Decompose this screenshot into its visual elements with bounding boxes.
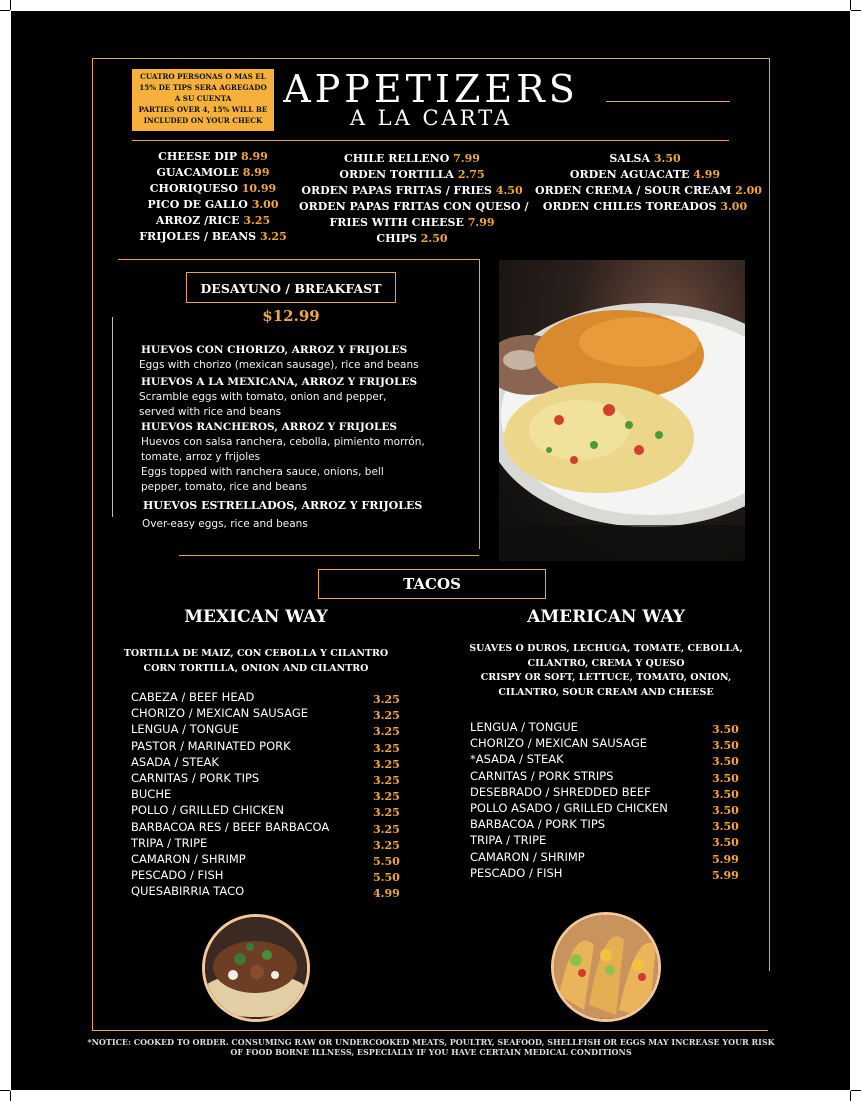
- subtitle-line: SUAVES O DUROS, LECHUGA, TOMATE, CEBOLLA,: [469, 643, 743, 654]
- breakfast-item-name: HUEVOS CON CHORIZO, ARROZ Y FRIJOLES: [141, 344, 408, 356]
- street-taco-illustration: [205, 917, 307, 1019]
- breakfast-item-desc: Eggs with chorizo (mexican sausage), rice and beans: [139, 359, 419, 371]
- breakfast-photo: [499, 260, 745, 561]
- appetizer-item: GUACAMOLE 8.99: [156, 166, 270, 179]
- price: 5.50: [373, 854, 400, 868]
- crop-mark: [851, 1090, 861, 1091]
- tip-line: 15% DE TIPS SERA AGREGADO: [139, 83, 267, 92]
- appetizer-item: SALSA 3.50: [609, 152, 681, 165]
- appetizer-item: ORDEN CREMA / SOUR CREAM 2.00: [535, 184, 762, 197]
- list-item: PASTOR / MARINATED PORK: [131, 738, 291, 753]
- breakfast-right-rule: [479, 259, 480, 549]
- breakfast-bottom-rule: [179, 555, 479, 556]
- list-item: PESCADO / FISH: [131, 868, 224, 883]
- list-item: CARNITAS / PORK STRIPS: [470, 768, 614, 783]
- appetizer-item: ORDEN PAPAS FRITAS / FRIES 4.50: [301, 184, 523, 197]
- breakfast-item-desc: Eggs topped with ranchera sauce, onions, bell: [141, 466, 384, 478]
- american-taco-photo: [551, 912, 661, 1022]
- appetizers-col1: [123, 149, 303, 245]
- price: 3.25: [373, 741, 400, 755]
- american-way-subtitle: [451, 642, 761, 700]
- title-rule: [606, 101, 730, 102]
- price: 5.99: [712, 868, 739, 882]
- breakfast-item-name: HUEVOS RANCHEROS, ARROZ Y FRIJOLES: [141, 421, 397, 433]
- list-item: *ASADA / STEAK: [470, 752, 564, 767]
- breakfast-item-name: HUEVOS A LA MEXICANA, ARROZ Y FRIJOLES: [141, 376, 418, 388]
- tip-line: PARTIES OVER 4, 15% WILL BE: [138, 105, 268, 114]
- price: 3.50: [712, 836, 739, 850]
- menu-page: [11, 11, 850, 1090]
- price: 3.25: [373, 693, 400, 706]
- breakfast-item-desc: pepper, tomato, rice and beans: [141, 481, 307, 493]
- mexican-way-subtitle: [106, 647, 406, 676]
- frame-line-bottom: [92, 1030, 768, 1031]
- price: 3.25: [373, 757, 400, 771]
- list-item: DESEBRADO / SHREDDED BEEF: [470, 784, 651, 799]
- appetizer-item: ORDEN AGUACATE 4.99: [569, 168, 721, 181]
- american-price-list: [712, 722, 752, 884]
- breakfast-item-desc: served with rice and beans: [139, 406, 282, 418]
- breakfast-left-rule: [112, 317, 113, 517]
- breakfast-heading: DESAYUNO / BREAKFAST: [186, 272, 396, 303]
- frame-line-left: [92, 58, 93, 1031]
- price: 3.25: [373, 773, 400, 787]
- breakfast-list: [139, 343, 469, 532]
- tip-line: A SU CUENTA: [174, 94, 232, 103]
- huevos-plate-illustration: [499, 260, 745, 561]
- breakfast-item-desc: tomate, arroz y frijoles: [141, 451, 261, 463]
- header-divider: [132, 140, 729, 141]
- list-item: QUESABIRRIA TACO: [131, 884, 245, 899]
- appetizer-item: ORDEN TORTILLA 2.75: [339, 168, 485, 181]
- list-item: BUCHE: [131, 787, 172, 802]
- tip-line: CUATRO PERSONAS O MAS EL: [140, 72, 266, 81]
- frame-line-top: [92, 58, 770, 59]
- appetizer-item: ORDEN CHILES TOREADOS 3.00: [542, 200, 748, 213]
- appetizer-item: FRIJOLES / BEANS 3.25: [139, 230, 287, 243]
- breakfast-item-desc: Huevos con salsa ranchera, cebolla, pimiento morrón,: [141, 436, 425, 448]
- frame-line-right: [769, 58, 770, 971]
- tip-line: INCLUDED ON YOUR CHECK: [143, 116, 263, 125]
- breakfast-item-desc: Scramble eggs with tomato, onion and pepper,: [139, 391, 387, 403]
- list-item: BARBACOA RES / BEEF BARBACOA: [131, 819, 330, 834]
- appetizer-item: CHILE RELLENO 7.99: [344, 152, 480, 165]
- breakfast-price: $12.99: [262, 307, 320, 325]
- mexican-way-title: MEXICAN WAY: [184, 607, 328, 627]
- tacos-heading: TACOS: [318, 569, 546, 599]
- notice-line: *NOTICE: COOKED TO ORDER. CONSUMING RAW OR UNDERCOOKED MEATS, POULTRY, SEAFOOD, SHELLFISH OR EGGS MAY INCREASE YOUR RISK: [87, 1037, 775, 1047]
- price: 3.50: [712, 723, 739, 736]
- list-item: CARNITAS / PORK TIPS: [131, 770, 260, 785]
- american-way-title: AMERICAN WAY: [527, 607, 685, 627]
- list-item: CHORIZO / MEXICAN SAUSAGE: [131, 706, 308, 721]
- list-item: TRIPA / TRIPE: [470, 833, 547, 848]
- appetizer-item: CHIPS 2.50: [376, 232, 448, 245]
- price: 3.25: [373, 838, 400, 852]
- subtitle-line: CRISPY OR SOFT, LETTUCE, TOMATO, ONION,: [480, 672, 732, 683]
- american-taco-list: [470, 719, 710, 881]
- page-title: APPETIZERS: [283, 67, 579, 111]
- food-safety-notice: [81, 1037, 781, 1057]
- price: 3.50: [712, 820, 739, 834]
- list-item: LENGUA / TONGUE: [131, 722, 239, 737]
- mexican-taco-photo: [202, 914, 310, 1022]
- price: 3.50: [712, 739, 739, 753]
- list-item: TRIPA / TRIPE: [131, 835, 208, 850]
- list-item: ASADA / STEAK: [131, 754, 219, 769]
- price: 3.25: [373, 790, 400, 804]
- price: 4.99: [373, 887, 400, 901]
- price: 3.25: [373, 725, 400, 739]
- mexican-taco-list: [131, 689, 371, 899]
- price: 3.25: [373, 822, 400, 836]
- subtitle-line: CORN TORTILLA, ONION AND CILANTRO: [143, 662, 369, 674]
- appetizers-col2: [299, 151, 529, 247]
- appetizer-item: FRIES WITH CHEESE 7.99: [329, 216, 495, 229]
- list-item: POLLO ASADO / GRILLED CHICKEN: [470, 800, 668, 815]
- crop-mark: [851, 10, 861, 11]
- appetizer-item: PICO DE GALLO 3.00: [147, 198, 279, 211]
- mexican-price-list: [373, 692, 413, 902]
- price: 3.50: [712, 771, 739, 785]
- appetizer-item: CHORIQUESO 10.99: [149, 182, 277, 195]
- price: 3.50: [712, 787, 739, 801]
- crop-mark: [0, 10, 10, 11]
- appetizers-col3: [535, 151, 762, 215]
- subtitle-line: TORTILLA DE MAIZ, CON CEBOLLA Y CILANTRO: [123, 648, 389, 659]
- crispy-taco-illustration: [554, 915, 658, 1019]
- appetizer-item: ORDEN PAPAS FRITAS CON QUESO /: [299, 200, 529, 213]
- appetizer-item: CHEESE DIP 8.99: [158, 150, 268, 163]
- appetizer-item: ARROZ /RICE 3.25: [155, 214, 271, 227]
- price: 3.50: [712, 755, 739, 769]
- subtitle-line: CILANTRO, SOUR CREAM AND CHEESE: [498, 686, 714, 698]
- price: 5.50: [373, 871, 400, 885]
- crop-mark: [10, 0, 11, 10]
- price: 3.50: [712, 803, 739, 817]
- breakfast-item-desc: Over-easy eggs, rice and beans: [142, 518, 308, 530]
- crop-mark: [850, 1091, 851, 1101]
- list-item: CHORIZO / MEXICAN SAUSAGE: [470, 736, 647, 751]
- price: 3.25: [373, 709, 400, 723]
- breakfast-item-name: HUEVOS ESTRELLADOS, ARROZ Y FRIJOLES: [143, 499, 423, 512]
- subtitle-line: CILANTRO, CREMA Y QUESO: [527, 657, 685, 669]
- crop-mark: [850, 0, 851, 10]
- list-item: POLLO / GRILLED CHICKEN: [131, 803, 285, 818]
- price: 3.25: [373, 806, 400, 820]
- crop-mark: [0, 1090, 10, 1091]
- list-item: PESCADO / FISH: [470, 865, 563, 880]
- price: 5.99: [712, 852, 739, 866]
- list-item: CAMARON / SHRIMP: [131, 851, 246, 866]
- notice-line: OF FOOD BORNE ILLNESS, ESPECIALLY IF YOU HAVE CERTAIN MEDICAL CONDITIONS: [230, 1047, 632, 1057]
- list-item: BARBACOA / PORK TIPS: [470, 817, 606, 832]
- list-item: CABEZA / BEEF HEAD: [131, 690, 255, 704]
- list-item: CAMARON / SHRIMP: [470, 849, 585, 864]
- crop-mark: [10, 1091, 11, 1101]
- page-subtitle: A LA CARTA: [349, 106, 513, 130]
- list-item: LENGUA / TONGUE: [470, 720, 578, 734]
- breakfast-top-rule: [118, 259, 480, 260]
- tip-notice: [132, 69, 274, 131]
